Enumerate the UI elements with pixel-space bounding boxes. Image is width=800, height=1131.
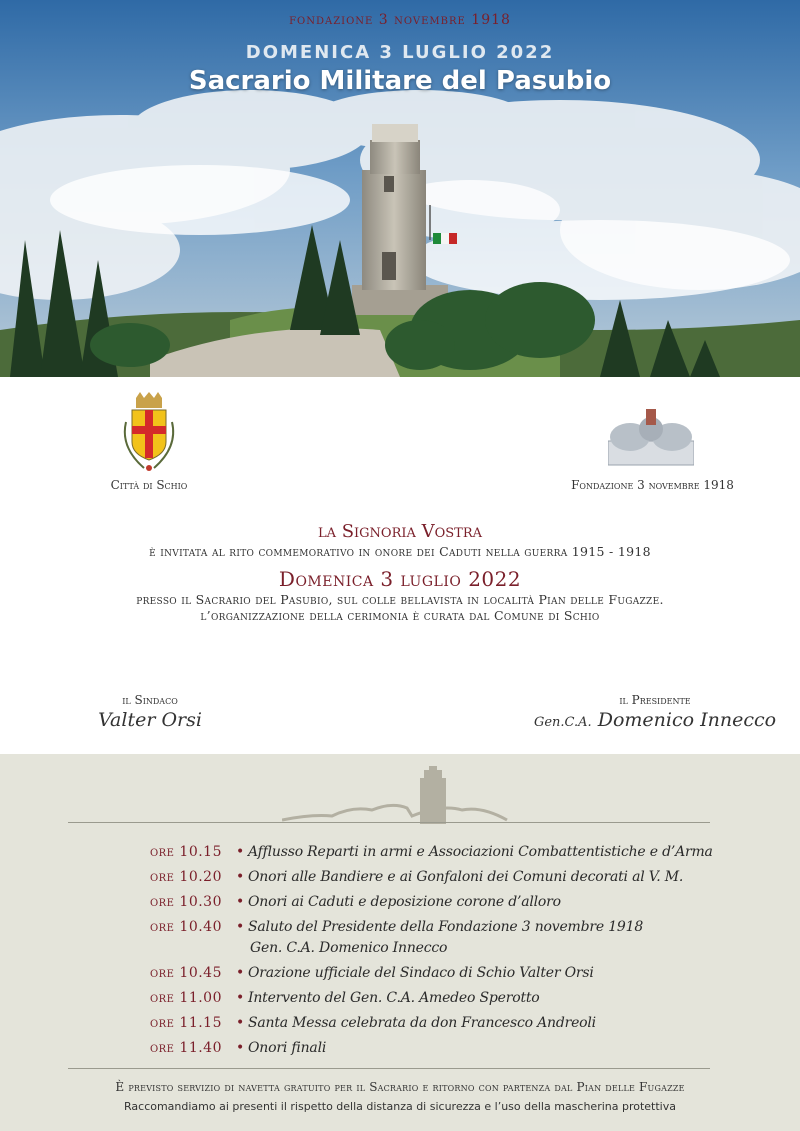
schedule-desc: [248, 1013, 596, 1034]
schedule-row: [100, 963, 720, 984]
invitation-date: Domenica 3 luglio 2022: [278, 567, 522, 591]
bullet-icon: •: [236, 1015, 245, 1031]
schedule-desc: [248, 917, 643, 959]
bullet-icon: •: [236, 869, 245, 885]
schedule-desc: [248, 892, 561, 913]
bullet-icon: •: [236, 990, 245, 1006]
schedule-row: [100, 1038, 720, 1059]
schedule-desc: [248, 842, 713, 863]
schio-caption: Città di Schio: [110, 478, 188, 492]
mayor-role: il Sindaco: [122, 693, 178, 707]
schedule-desc-line: Onori finali: [248, 1040, 327, 1056]
bullet-icon: •: [236, 844, 245, 860]
invitation-line-2: presso il Sacrario del Pasubio, sul colle bellavista in località Pian delle Fugazze.: [136, 592, 664, 607]
hero-foundation: fondazione 3 novembre 1918: [289, 12, 511, 28]
hero-banner: [0, 0, 800, 377]
program-rule-bottom: [68, 1068, 710, 1069]
president-name: Domenico Innecco: [597, 709, 777, 731]
schedule-desc: [248, 867, 683, 888]
invitation-addressee: la Signoria Vostra: [317, 521, 483, 542]
schedule-desc-line-2: Gen. C.A. Domenico Innecco: [250, 940, 448, 956]
schedule-list: [100, 842, 720, 1063]
bullet-icon: •: [236, 1040, 245, 1056]
schedule-desc-line: Onori ai Caduti e deposizione corone d’alloro: [248, 894, 561, 910]
president-name-line: [530, 708, 780, 735]
foundation-emblem-icon: [608, 405, 694, 467]
invitation-block: [0, 520, 800, 624]
schedule-desc-line: Orazione ufficiale del Sindaco di Schio Valter Orsi: [248, 965, 594, 981]
schedule-time: ore 11.00: [149, 990, 222, 1006]
hero-date: DOMENICA 3 LUGLIO 2022: [245, 42, 555, 63]
schedule-time: ore 10.40: [149, 919, 222, 935]
foundation-caption: Fondazione 3 novembre 1918: [571, 478, 734, 492]
schedule-desc-line: Santa Messa celebrata da don Francesco Andreoli: [248, 1015, 596, 1031]
schedule-time: ore 11.40: [149, 1040, 222, 1056]
memorial-sketch-icon: [282, 764, 512, 830]
schedule-time: ore 10.20: [149, 869, 222, 885]
signature-president: [530, 693, 780, 735]
schedule-row: [100, 988, 720, 1009]
invitation-line-3: l’organizzazione della cerimonia è curata dal Comune di Schio: [200, 608, 600, 623]
schio-coat-of-arms-icon: [112, 392, 186, 476]
schedule-desc: [248, 1038, 326, 1059]
invitation-line-1: è invitata al rito commemorativo in onore dei Caduti nella guerra 1915 - 1918: [149, 544, 651, 559]
schedule-time: ore 10.15: [149, 844, 222, 860]
program-rule-top: [68, 822, 710, 823]
schedule-desc-line: Afflusso Reparti in armi e Associazioni Combattentistiche e d’Arma: [248, 844, 713, 860]
hero-title: Sacrario Militare del Pasubio: [188, 66, 612, 96]
bullet-icon: •: [236, 919, 245, 935]
signature-mayor: [90, 693, 210, 732]
mayor-name: Valter Orsi: [98, 709, 202, 731]
bullet-icon: •: [236, 894, 245, 910]
president-rank: Gen.C.A.: [533, 715, 592, 730]
schedule-row: [100, 917, 720, 959]
schedule-time: ore 10.30: [149, 894, 222, 910]
safety-note: Raccomandiamo ai presenti il rispetto della distanza di sicurezza e l’uso della mascherina protettiva: [124, 1100, 676, 1113]
president-role: il Presidente: [619, 693, 691, 707]
schedule-row: [100, 842, 720, 863]
schedule-desc-line: Intervento del Gen. C.A. Amedeo Sperotto: [248, 990, 540, 1006]
schedule-row: [100, 867, 720, 888]
program-section: [0, 754, 800, 1131]
schedule-time: ore 11.15: [149, 1015, 222, 1031]
bullet-icon: •: [236, 965, 245, 981]
schedule-desc: [248, 988, 540, 1009]
schedule-row: [100, 1013, 720, 1034]
schedule-desc-line: Saluto del Presidente della Fondazione 3 novembre 1918: [248, 919, 644, 935]
schedule-time: ore 10.45: [149, 965, 222, 981]
schedule-desc-line: Onori alle Bandiere e ai Gonfaloni dei Comuni decorati al V. M.: [248, 869, 684, 885]
schedule-row: [100, 892, 720, 913]
schedule-desc: [248, 963, 594, 984]
shuttle-note: È previsto servizio di navetta gratuito per il Sacrario e ritorno con partenza dal Pian delle Fugazze: [115, 1080, 685, 1094]
